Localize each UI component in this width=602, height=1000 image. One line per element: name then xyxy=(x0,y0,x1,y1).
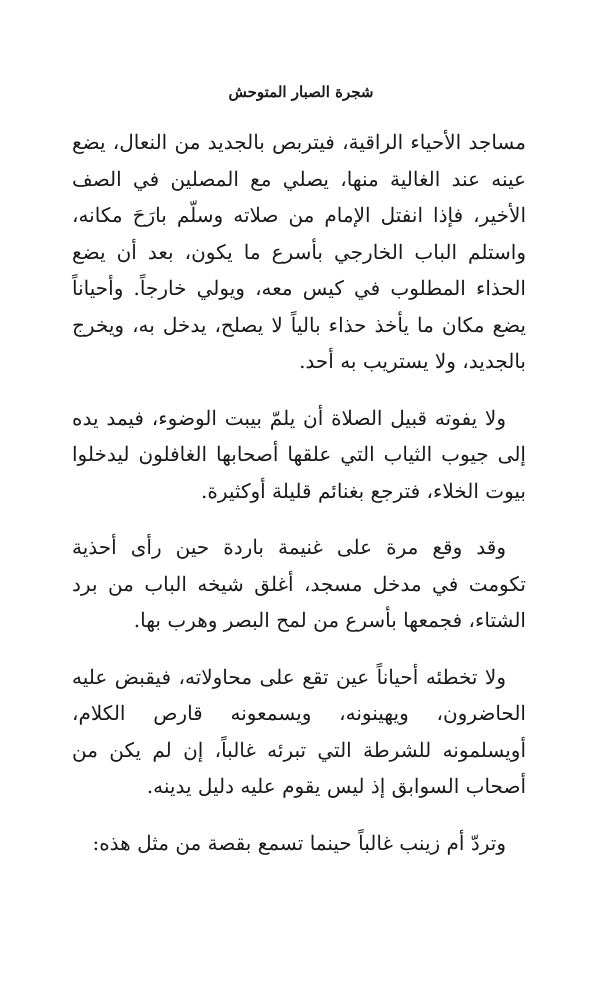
paragraph-4: ولا تخطئه أحياناً عين تقع على محاولاته، فيقبض عليه الحاضرون، ويهينونه، ويسمعونه قارص الكلام، أويسلمونه للشرطة التي تبرئه غالباً، إن لم يكن من أصحاب السوابق إذ ليس يقوم عليه دليل يدينه. xyxy=(72,664,526,798)
paragraph-5: وتردّ أم زينب غالباً حينما تسمع بقصة من مثل هذه: xyxy=(92,830,506,855)
body-text xyxy=(72,124,526,881)
paragraph-2: ولا يفوته قبيل الصلاة أن يلمّ بيبت الوضوء، فيمد يده إلى جيوب الثياب التي علقها أصحابها الغافلون ليدخلوا بيوت الخلاء، فترجع بغنائم قليلة أوكثيرة. xyxy=(72,405,526,503)
paragraph-1: مساجد الأحياء الراقية، فيتربص بالجديد من النعال، يضع عينه عند الغالية منها، يصلي مع المصلين في الصف الأخير، فإذا انفتل الإمام من صلاته وسلّم بارَحَ مكانه، واستلم الباب الخارجي بأسرع ما يكون، بعد أن يضع الحذاء المطلوب في كيس معه، ويولي خارجاً. وأحياناً يضع مكان ما يأخذ حذاء بالياً لا يصلح، يدخل به، ويخرج بالجديد، ولا يستريب به أحد. xyxy=(72,130,526,373)
running-title: شجرة الصبار المتوحش xyxy=(228,83,374,101)
paragraph-3: وقد وقع مرة على غنيمة باردة حين رأى أحذية تكومت في مدخل مسجد، أغلق شيخه الباب من برد الشتاء، فجمعها بأسرع من لمح البصر وهرب بها. xyxy=(72,535,526,632)
